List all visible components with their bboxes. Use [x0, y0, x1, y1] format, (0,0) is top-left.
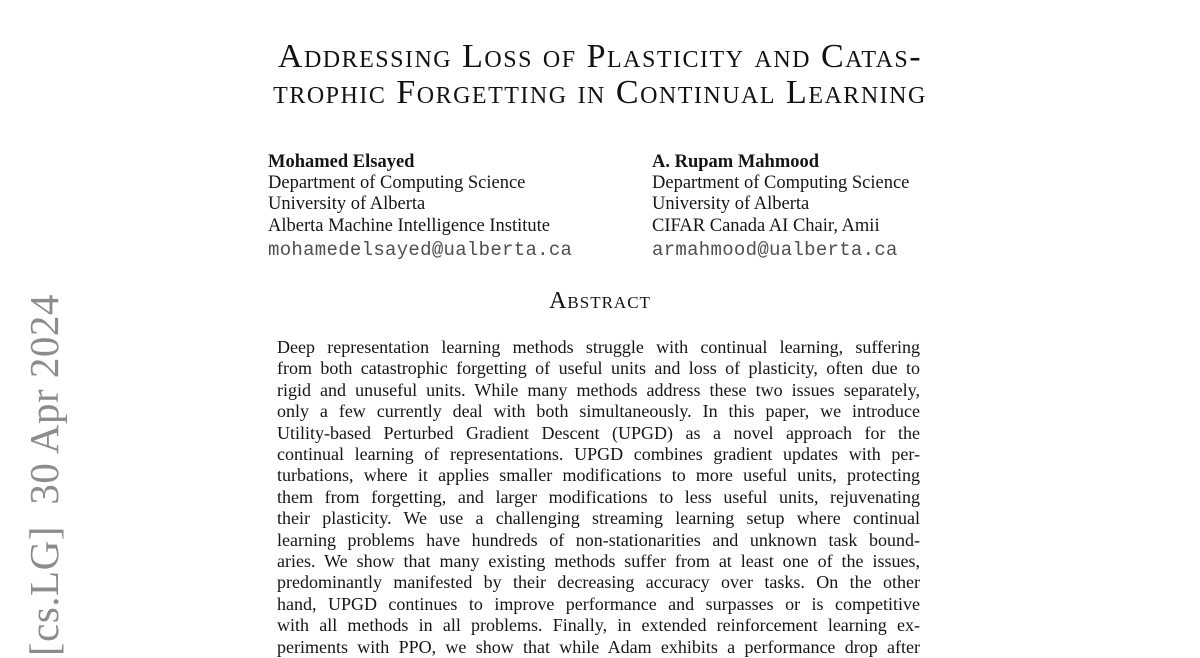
abstract-line: continual learning of representations. UPGD combines gradient updates with per-: [277, 444, 920, 465]
author-affiliation: Department of Computing Science: [652, 173, 910, 194]
abstract-line: their plasticity. We use a challenging streaming learning setup where continual: [277, 508, 920, 529]
abstract-line: aries. We show that many existing methods suffer from at least one of the issues,: [277, 551, 920, 572]
paper-title-line-1: Addressing Loss of Plasticity and Catas-: [277, 38, 923, 75]
author-name: Mohamed Elsayed: [268, 152, 415, 172]
abstract-line: them from forgetting, and larger modifications to less useful units, rejuvenating: [277, 486, 920, 507]
author-block-1: [268, 152, 572, 261]
abstract-line: only a few currently deal with both simultaneously. In this paper, we introduce: [277, 401, 920, 422]
abstract-line: learning problems have hundreds of non-stationarities and unknown task bound-: [277, 529, 920, 550]
author-block-2: [652, 152, 909, 261]
abstract-line: from both catastrophic forgetting of useful units and loss of plasticity, often due to: [277, 358, 920, 379]
author-affiliation: Department of Computing Science: [268, 173, 526, 194]
abstract-text: [277, 337, 920, 658]
abstract-line: predominantly manifested by their decreasing accuracy over tasks. On the other: [277, 572, 920, 593]
author-name: A. Rupam Mahmood: [652, 152, 820, 172]
abstract-line: with all methods in all problems. Finally, in extended reinforcement learning ex-: [277, 615, 920, 636]
paper-title-line-2: trophic Forgetting in Continual Learning: [273, 74, 927, 111]
author-affiliation: CIFAR Canada AI Chair, Amii: [652, 215, 880, 236]
abstract-line: Deep representation learning methods struggle with continual learning, suffering: [277, 337, 920, 357]
abstract-line: periments with PPO, we show that while Adam exhibits a performance drop after: [277, 636, 920, 657]
abstract-line: Utility-based Perturbed Gradient Descent (UPGD) as a novel approach for the: [277, 422, 920, 443]
abstract-line: hand, UPGD continues to improve performance and surpasses or is competitive: [277, 593, 920, 614]
abstract-line: rigid and unuseful units. While many methods address these two issues separately,: [277, 379, 920, 400]
author-email: armahmood@ualberta.ca: [652, 238, 898, 261]
author-affiliation: University of Alberta: [268, 194, 426, 215]
abstract-line: turbations, where it applies smaller modifications to more useful units, protecting: [277, 465, 920, 486]
author-affiliation: University of Alberta: [652, 194, 810, 215]
arxiv-watermark: [cs.LG] 30 Apr 2024: [21, 294, 67, 656]
author-email: mohamedelsayed@ualberta.ca: [268, 238, 573, 261]
author-affiliation: Alberta Machine Intelligence Institute: [268, 215, 551, 236]
abstract-heading: Abstract: [549, 288, 651, 314]
paper-title: [0, 39, 1200, 111]
